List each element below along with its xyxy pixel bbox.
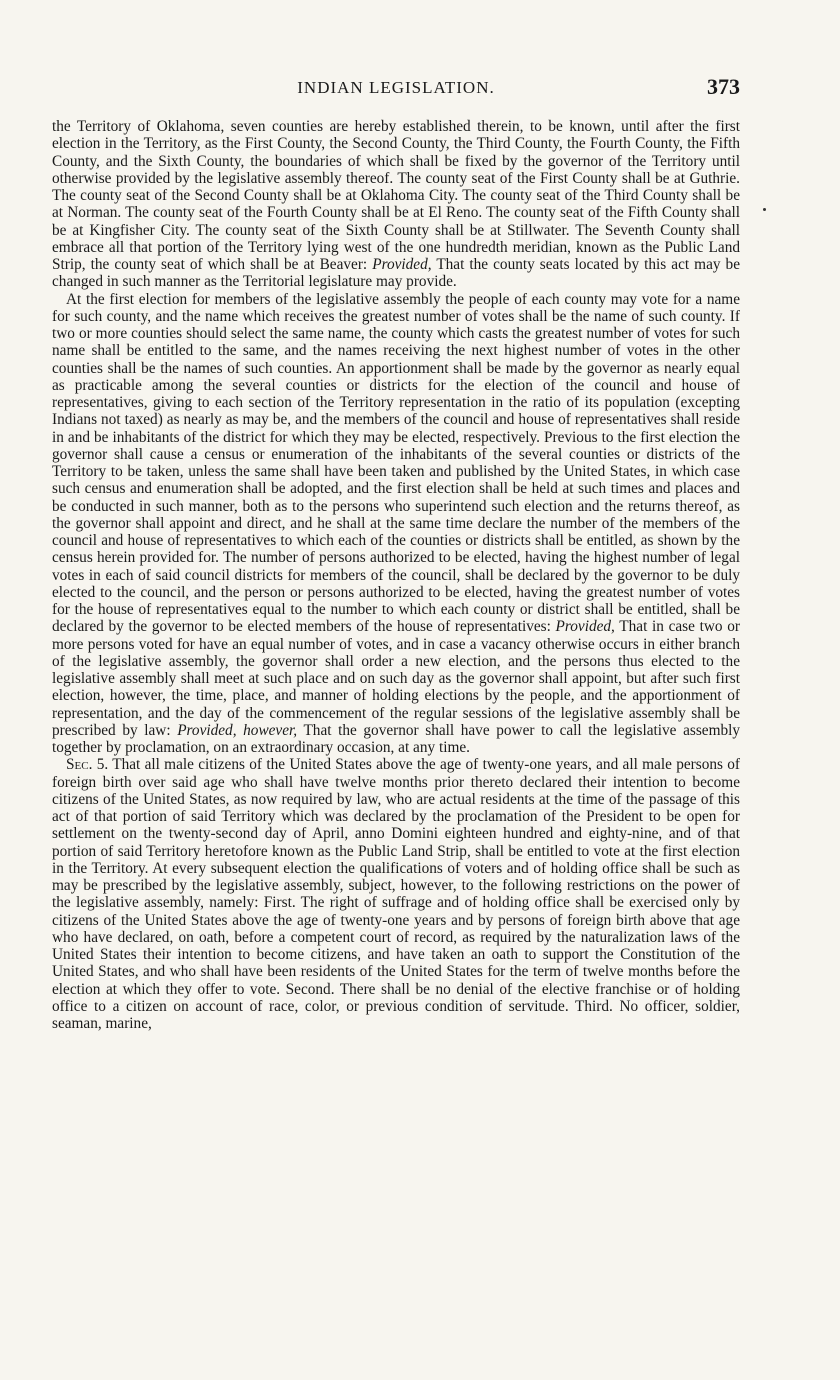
proviso-italic: Provided, xyxy=(555,618,615,636)
text-run: That the governor shall have power to call the legislative assembly together by proclamation, on an extraordinary occasion, at any time. xyxy=(52,721,741,756)
text-run: That the county seats located by this act may be changed in such manner as the Territorial legislature may provide. xyxy=(52,256,740,291)
paragraph-counties xyxy=(52,118,740,291)
page-header xyxy=(52,74,740,100)
text-run: That in case two or more persons voted for have an equal number of votes, and in case a vacancy otherwise occurs in either branch of the legislative assembly, the governor shall order a new election, and the persons thus elected to the legislative assembly shall meet at such place and on such day as the governor shall appoint, but after such first election, however, the time, place, and manner of holding elections by the people, and the apportionment of representation, and the day of the commencement of the regular sessions of the legislative assembly shall be prescribed by law: xyxy=(52,618,740,739)
stray-ink-dot xyxy=(763,208,766,211)
running-head: INDIAN LEGISLATION. xyxy=(297,78,495,97)
paragraph-section-5 xyxy=(52,756,740,1032)
proviso-italic: Provided, xyxy=(372,256,432,273)
proviso-italic: Provided, however, xyxy=(177,721,298,739)
page-number: 373 xyxy=(707,74,740,99)
paragraph-election xyxy=(52,291,740,757)
section-label: Sec. 5. xyxy=(66,756,109,774)
text-run: That all male citizens of the United States above the age of twenty-one years, and all male persons of foreign birth over said age who shall have twelve months prior thereto declared their intention to become citizens of the United States, as now required by law, who are actual residents at the time of the passage of this act of that portion of said Territory which was declared by the proclamation of the President to be open for settlement on the twenty-second day of April, anno Domini eighteen hundred and eighty-nine, and of that portion of said Territory heretofore known as the Public Land Strip, shall be entitled to vote at the first election in the Territory. At every subsequent election the qualifications of voters and of holding office shall be such as may be prescribed by the legislative assembly, subject, however, to the following restrictions on the power of the legislative assembly, namely: First. The right of suffrage and of holding office shall be exercised only by citizens of the United States above the age of twenty-one years and by persons of foreign birth above that age who have declared, on oath, before a competent court of record, as required by the naturalization laws of the United States their intention to become citizens, and have taken an oath to support the Constitution of the United States, and who shall have been residents of the United States for the term of twelve months before the election at which they offer to vote. Second. There shall be no denial of the elective franchise or of holding office to a citizen on account of race, color, or previous condition of servitude. Third. No officer, soldier, seaman, marine, xyxy=(52,756,740,1032)
text-run: the Territory of Oklahoma, seven counties are hereby established therein, to be known, until after the first election in the Territory, as the First County, the Second County, the Third County, the Fourth County, the Fifth County, and the Sixth County, the boundaries of which shall be fixed by the governor of the Territory until otherwise provided by the legislative assembly thereof. The county seat of the First County shall be at Guthrie. The county seat of the Second County shall be at Oklahoma City. The county seat of the Third County shall be at Norman. The county seat of the Fourth County shall be at El Reno. The county seat of the Fifth County shall be at Kingfisher City. The county seat of the Sixth County shall be at Stillwater. The Seventh County shall embrace all that portion of the Territory lying west of the one hundredth meridian, known as the Public Land Strip, the county seat of which shall be at Beaver: xyxy=(52,118,740,273)
body-text xyxy=(52,118,740,1032)
text-run: At the first election for members of the legislative assembly the people of each county may vote for a name for such county, and the name which receives the greatest number of votes shall be the name of such county. If two or more counties should select the same name, the county which casts the greatest number of votes for such name shall be entitled to the same, and the names receiving the next highest number of votes in the other counties shall be the names of such counties. An apportionment shall be made by the governor as nearly equal as practicable among the several counties or districts for the election of the council and house of representatives, giving to each section of the Territory representation in the ratio of its population (excepting Indians not taxed) as nearly as may be, and the members of the council and house of representatives shall reside in and be inhabitants of the district for which they may be elected, respectively. Previous to the first election the governor shall cause a census or enumeration of the inhabitants of the several counties or districts of the Territory to be taken, unless the same shall have been taken and published by the United States, in which case such census and enumeration shall be adopted, and the first election shall be held at such times and places and be conducted in such manner, both as to the persons who superintend such election and the returns thereof, as the governor shall appoint and direct, and he shall at the same time declare the number of the members of the council and house of representatives to which each of the counties or districts shall be entitled, as shown by the census herein provided for. The number of persons authorized to be elected, having the highest number of legal votes in each of said council districts for members of the council, shall be declared by the governor to be duly elected to the council, and the person or persons authorized to be elected, having the greatest number of votes for the house of representatives equal to the number to which each county or district shall be entitled, shall be declared by the governor to be elected members of the house of representatives: xyxy=(52,290,740,636)
